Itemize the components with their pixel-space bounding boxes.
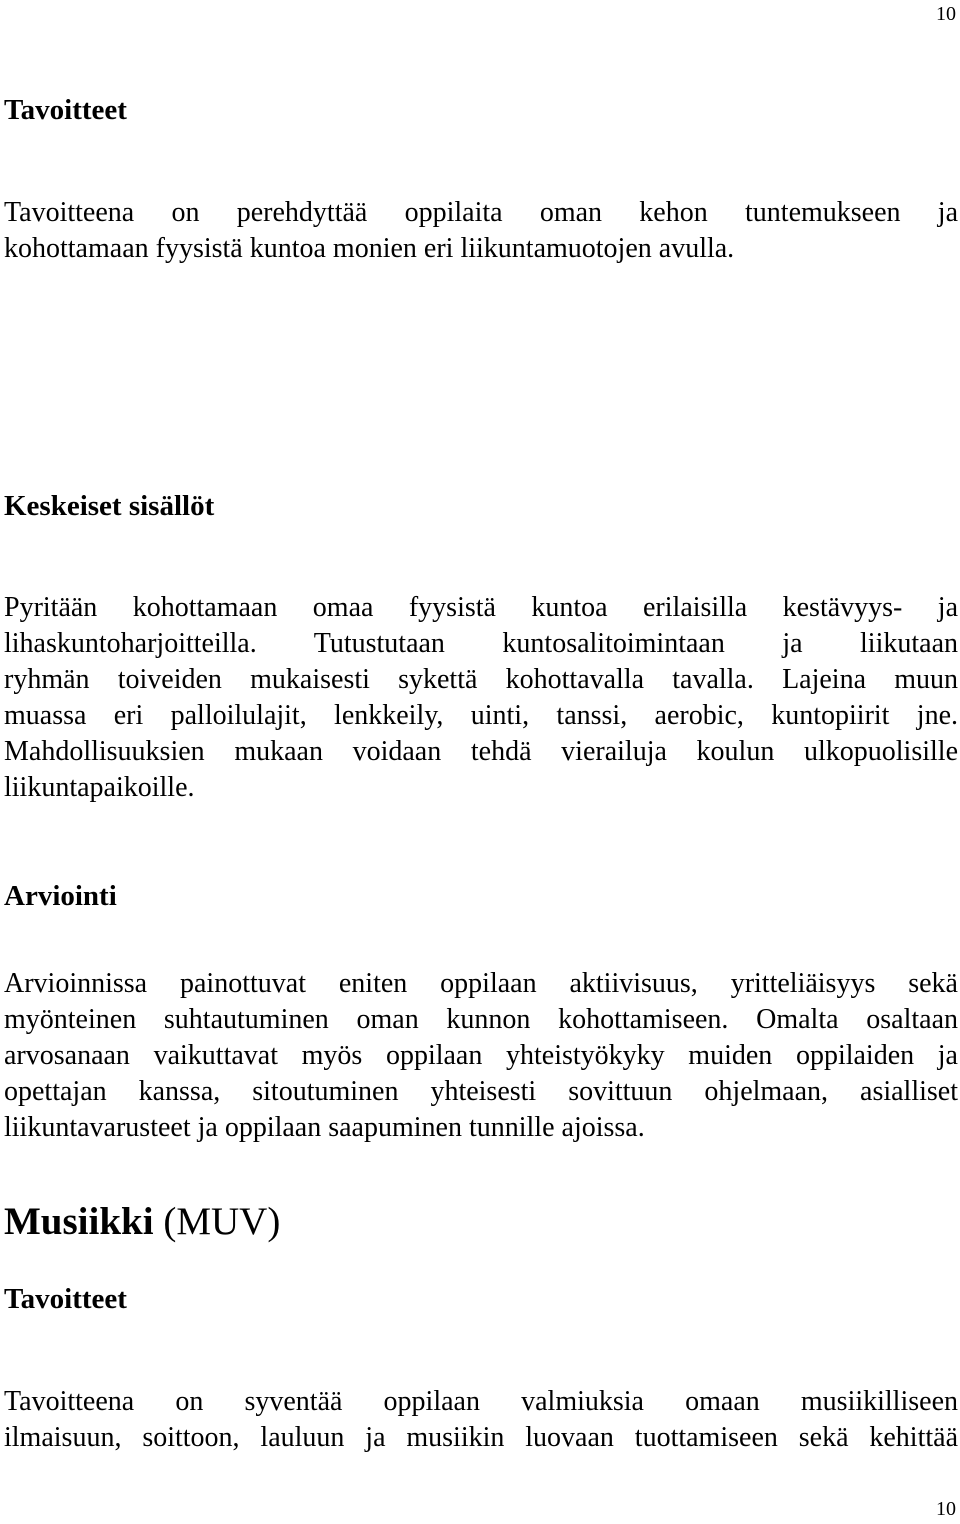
page-number-bottom: 10: [936, 1498, 956, 1520]
text-line: myönteinen suhtautuminen oman kunnon kohottamiseen. Omalta osaltaan: [4, 1004, 958, 1035]
text-line: Mahdollisuuksien mukaan voidaan tehdä vierailuja koulun ulkopuolisille: [4, 736, 958, 767]
page-number-top: 10: [936, 3, 956, 25]
section-heading-keskeiset-sisallot: Keskeiset sisällöt: [4, 490, 215, 522]
subject-code: (MUV): [163, 1200, 281, 1243]
text-line: ryhmän toiveiden mukaisesti sykettä kohottavalla tavalla. Lajeina muun: [4, 664, 958, 695]
paragraph-tavoitteet: [4, 195, 958, 267]
section-heading-tavoitteet-musiikki: Tavoitteet: [4, 1283, 127, 1315]
text-line: liikuntapaikoille.: [4, 772, 195, 803]
text-line: muassa eri palloilulajit, lenkkeily, uinti, tanssi, aerobic, kuntopiirit jne.: [4, 700, 958, 731]
text-line: Arvioinnissa painottuvat eniten oppilaan aktiivisuus, yritteliäisyys sekä: [4, 968, 958, 999]
paragraph-keskeiset-sisallot: [4, 590, 958, 806]
text-line: lihaskuntoharjoitteilla. Tutustutaan kuntosalitoimintaan ja liikutaan: [4, 628, 958, 659]
text-line: kohottamaan fyysistä kuntoa monien eri liikuntamuotojen avulla.: [4, 233, 735, 264]
subject-name: Musiikki: [4, 1200, 154, 1243]
paragraph-arviointi: [4, 966, 958, 1146]
subject-title-musiikki: [4, 1198, 280, 1246]
text-line: liikuntavarusteet ja oppilaan saapuminen tunnille ajoissa.: [4, 1112, 645, 1143]
section-heading-arviointi: Arviointi: [4, 880, 117, 912]
text-line: ilmaisuun, soittoon, lauluun ja musiikin luovaan tuottamiseen sekä kehittää: [4, 1422, 958, 1453]
section-heading-tavoitteet: Tavoitteet: [4, 94, 127, 126]
text-line: Tavoitteena on perehdyttää oppilaita oman kehon tuntemukseen ja: [4, 197, 958, 228]
paragraph-tavoitteet-musiikki: [4, 1384, 958, 1456]
text-line: Tavoitteena on syventää oppilaan valmiuksia omaan musiikilliseen: [4, 1386, 958, 1417]
text-line: Pyritään kohottamaan omaa fyysistä kuntoa erilaisilla kestävyys- ja: [4, 592, 958, 623]
text-line: arvosanaan vaikuttavat myös oppilaan yhteistyökyky muiden oppilaiden ja: [4, 1040, 958, 1071]
text-line: opettajan kanssa, sitoutuminen yhteisesti sovittuun ohjelmaan, asialliset: [4, 1076, 958, 1107]
